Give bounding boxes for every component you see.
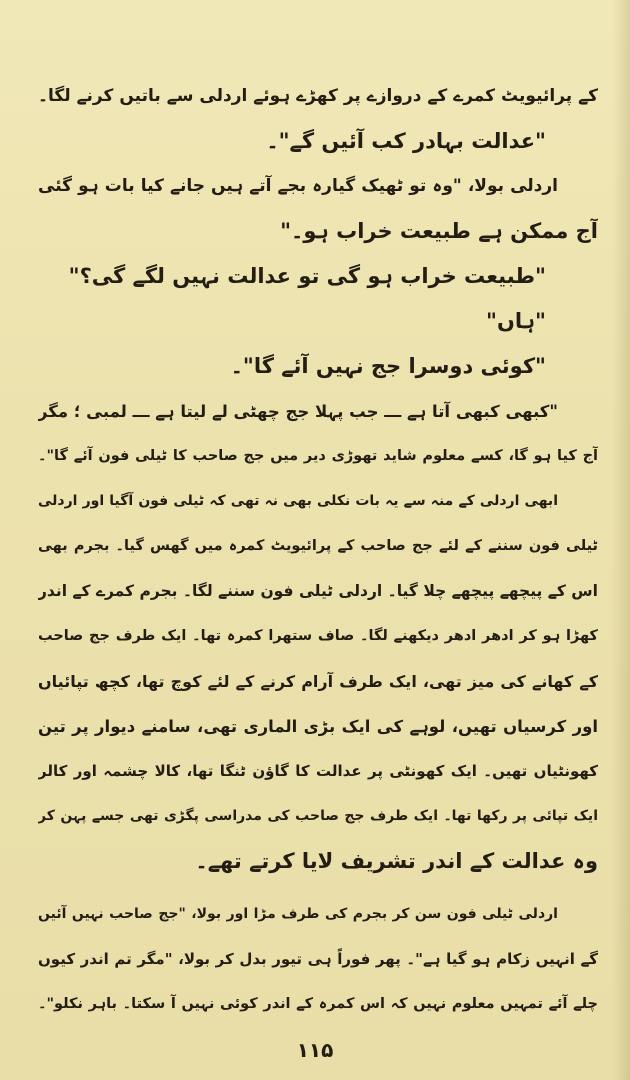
text-line-8: "کبھی کبھی آتا ہے ـــ جب پہلا جج چھٹی لے لیتا ہے ـــ لمبی ؛ مگر: [38, 402, 558, 421]
text-line-13: کھڑا ہو کر ادھر ادھر دیکھنے لگا۔ صاف ستھرا کمرہ تھا۔ ایک طرف جج صاحب: [38, 628, 598, 644]
text-line-16: کھونٹیاں تھیں۔ ایک کھونٹی پر عدالت کا گاؤن ٹنگا تھا، کالا چشمہ اور کالر: [38, 762, 598, 780]
text-line-2: "عدالت بہادر کب آئیں گے"۔: [266, 129, 546, 153]
text-line-18: وہ عدالت کے اندر تشریف لایا کرتے تھے۔: [195, 849, 598, 873]
text-line-15: اور کرسیاں تھیں، لوہے کی ایک بڑی الماری تھی، سامنے دیوار پر تین: [38, 717, 598, 736]
page-number: ۱۱۵: [296, 1038, 334, 1062]
page-body-text: [38, 74, 598, 1027]
text-line-11: ٹیلی فون سننے کے لئے جج صاحب کے پرائیویٹ کمرہ میں گھس گیا۔ بجرم بھی: [38, 538, 598, 554]
text-line-21: چلے آئے تمہیں معلوم نہیں کہ اس کمرہ کے اندر کوئی نہیں آ سکتا۔ باہر نکلو"۔: [38, 996, 598, 1012]
text-line-5: "طبیعت خراب ہو گی تو عدالت نہیں لگے گی؟": [68, 264, 546, 288]
text-line-4: آج ممکن ہے طبیعت خراب ہو۔": [280, 219, 598, 243]
text-line-12: اس کے پیچھے پیچھے چلا گیا۔ اردلی ٹیلی فون سننے لگا۔ بجرم کمرے کے اندر: [38, 582, 598, 600]
text-line-6: "ہاں": [486, 309, 546, 333]
text-line-7: "کوئی دوسرا جج نہیں آئے گا"۔: [230, 354, 546, 378]
text-line-20: گے انہیں زکام ہو گیا ہے"۔ پھر فوراً ہی تیور بدل کر بولا، "مگر تم اندر کیوں: [38, 950, 598, 968]
text-line-19: اردلی ٹیلی فون سن کر بجرم کی طرف مڑا اور بولا، "جج صاحب نہیں آئیں: [38, 906, 558, 922]
text-line-9: آج کیا ہو گا، کسے معلوم شاید تھوڑی دیر میں جج صاحب کا ٹیلی فون آئے گا"۔: [38, 448, 598, 464]
text-line-17: ایک تپائی پر رکھا تھا۔ ایک طرف جج صاحب کی مدراسی پگڑی تھی جسے پہن کر: [38, 808, 598, 824]
text-line-14: کے کھانے کی میز تھی، ایک طرف آرام کرنے کے لئے کوچ تھا، کچھ تپائیاں: [38, 672, 598, 691]
text-line-1: کے پرائیویٹ کمرے کے دروازے پر کھڑے ہوئے اردلی سے باتیں کرنے لگا۔: [38, 86, 598, 106]
text-line-10: ابھی اردلی کے منہ سے یہ بات نکلی بھی نہ تھی کہ ٹیلی فون آگیا اور اردلی: [38, 493, 558, 509]
text-line-3: اردلی بولا، "وہ تو ٹھیک گیارہ بجے آتے ہیں جانے کیا بات ہو گئی: [38, 176, 558, 196]
